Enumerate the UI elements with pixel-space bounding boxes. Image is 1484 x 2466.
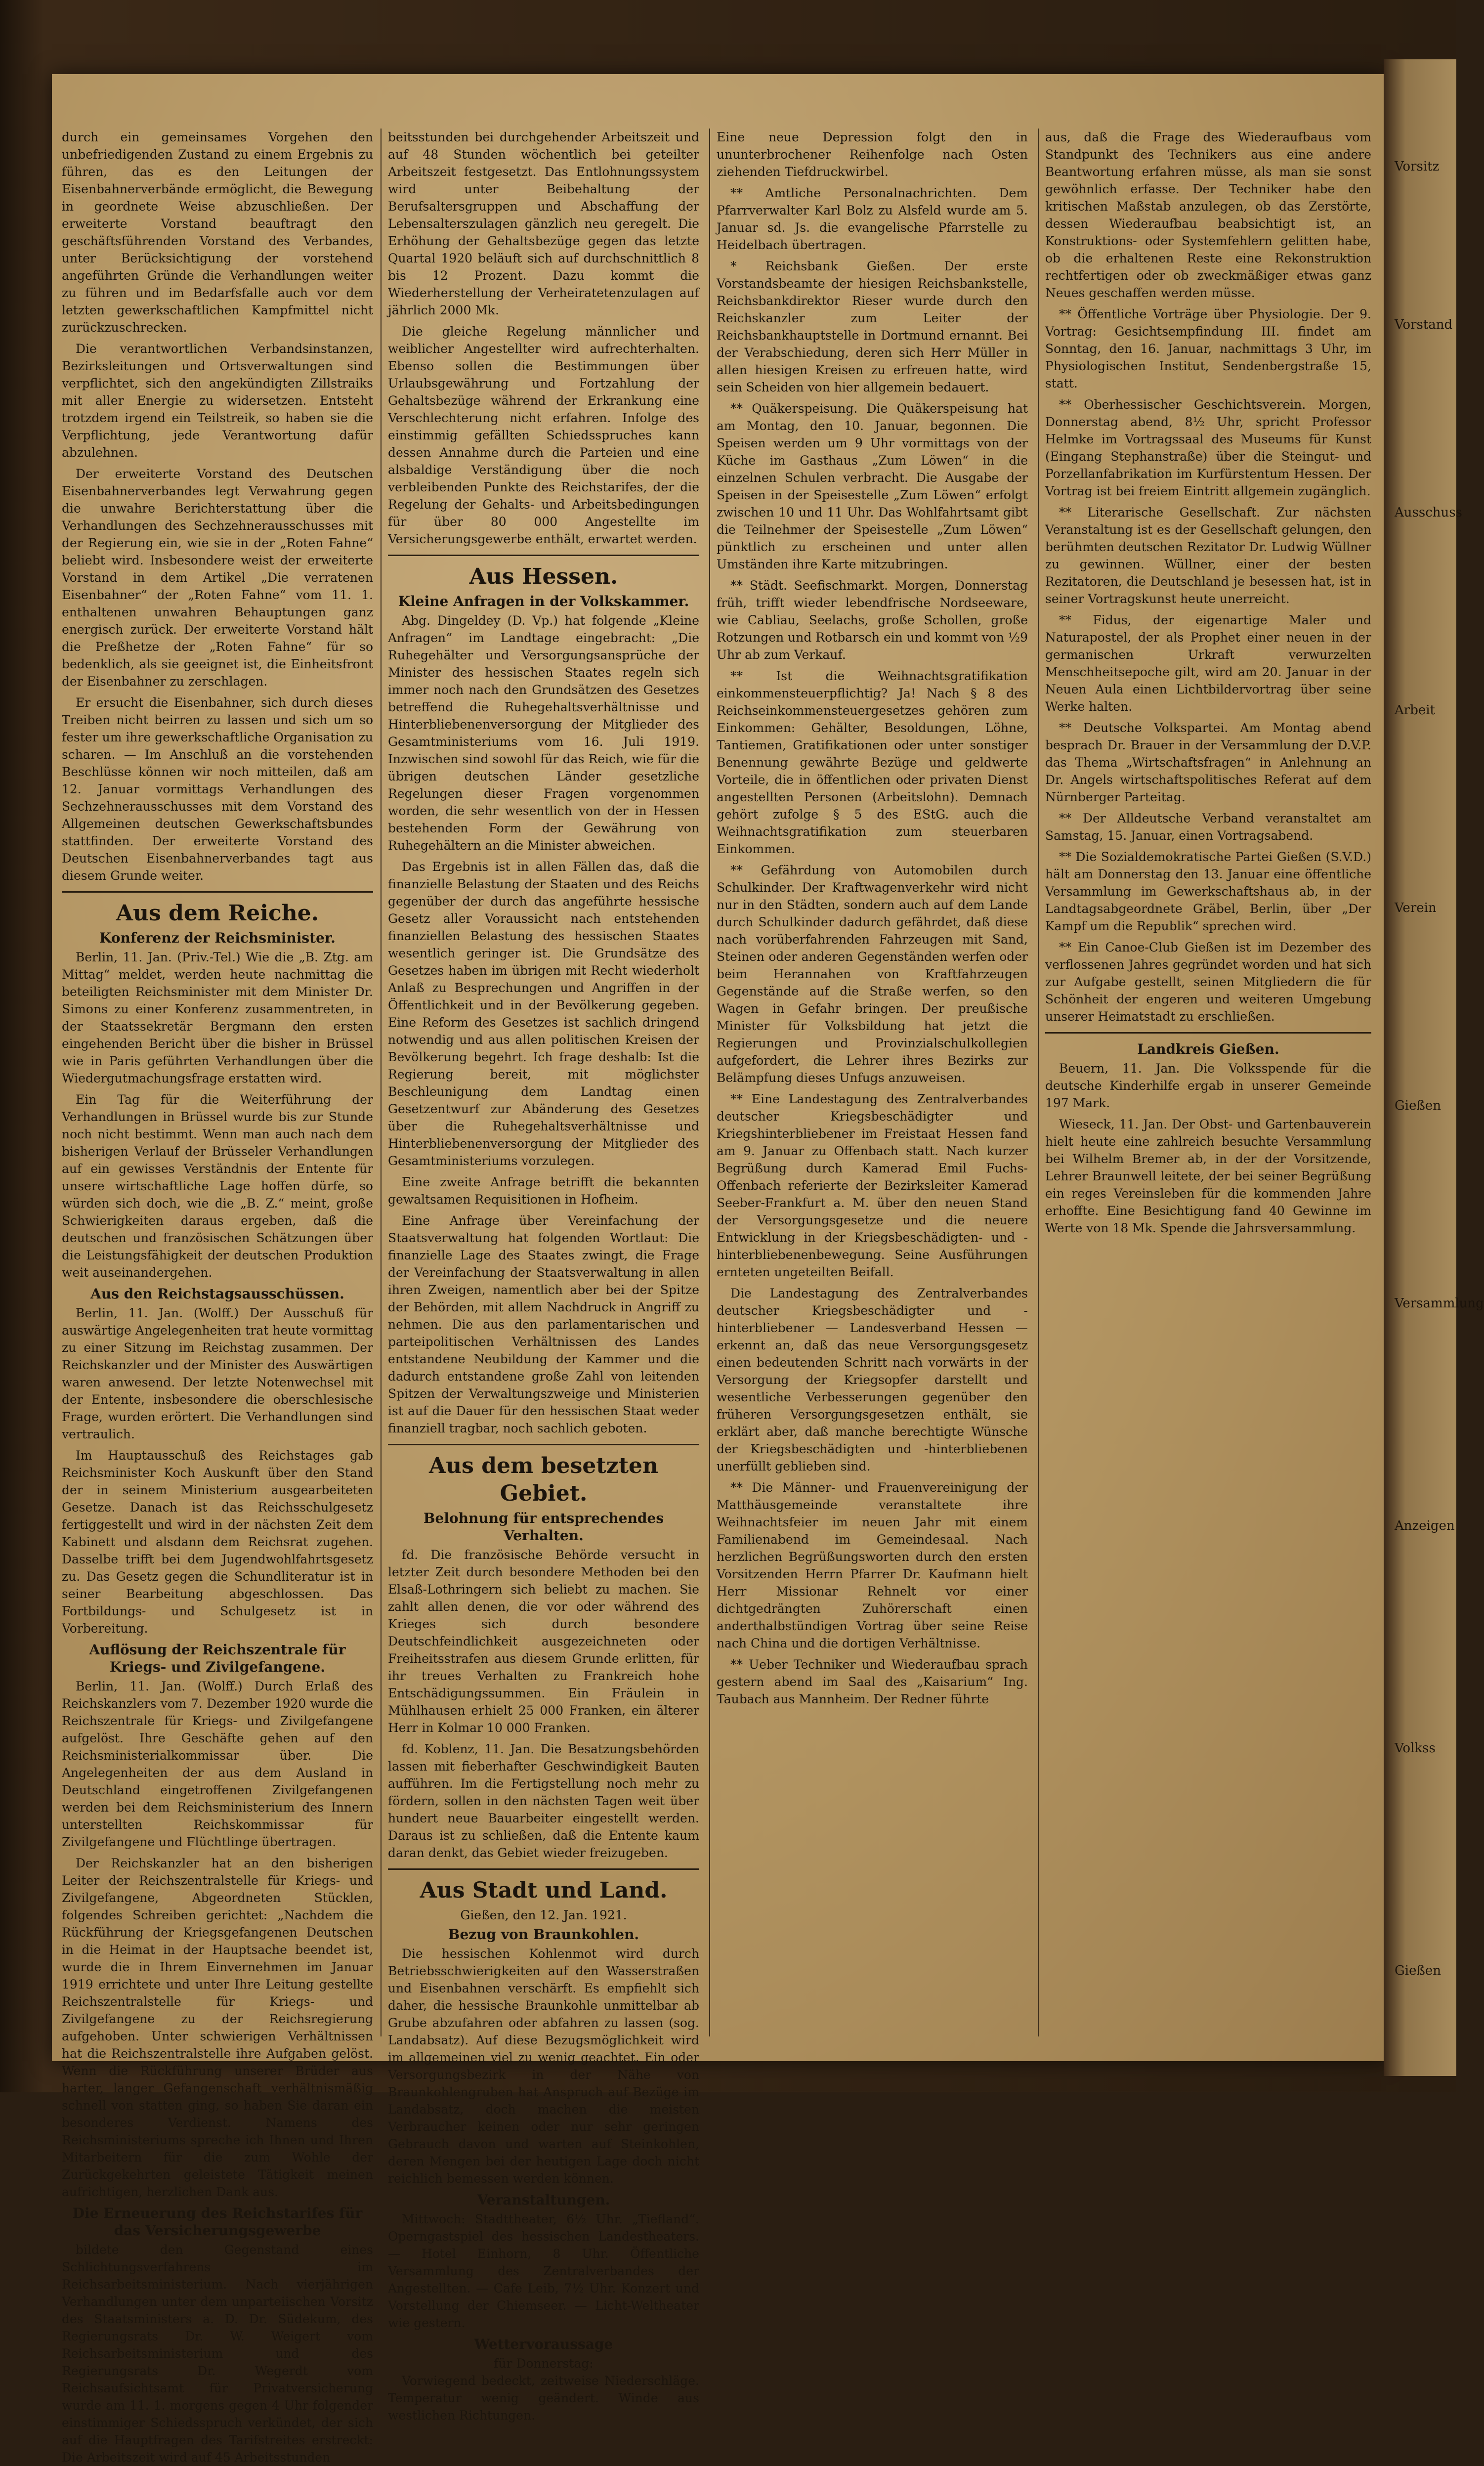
paragraph: Er ersucht die Eisenbahner, sich durch dieses Treiben nicht beirren zu lassen und sich um so fester um ihre gewerkschaftliche Organisation zu scharen. — Im Anschluß an die vorstehenden Beschlüsse können wir noch mitteilen, daß am 12. Januar vormittags Verhandlungen des Sechzehnerausschusses mit dem Vorstand des Allgemeinen deutschen Gewerkschaftsbundes stattfinden. Der erweiterte Vorstand des Deutschen Eisenbahnerverbandes tagt aus diesem Grunde weiter. xyxy=(62,695,373,883)
paragraph: * Reichsbank Gießen. Der erste Vorstandsbeamte der hiesigen Reichsbankstelle, Reichsbankdirektor Rieser wurde durch den Reichskanzler zum Leiter der Reichsbankhauptstelle in Dortmund ernannt. Bei der Verabschiedung, deren sich Herr Müller in allen hiesigen Kreisen zu erfreuen hatte, wird sein Scheiden von hier allgemein bedauert. xyxy=(717,259,1028,394)
section-heading: Aus Hessen. xyxy=(469,564,618,589)
article-headline: Konferenz der Reichsminister. xyxy=(99,930,336,946)
paragraph: aus, daß die Frage des Wiederaufbaus vom Standpunkt des Technikers aus eine andere Beantwortung erfahren müsse, als man sie sonst gewöhnlich erfasse. Der Techniker habe den kritischen Maßstab anzulegen, ob das Zerstörte, dessen Wiederaufbau beabsichtigt ist, an Konstruktions- oder Systemfehlern gelitten habe, ob die erhaltenen Reste eine Rekonstruktion rechtfertigen oder ob zweckmäßiger etwas ganz Neues geschaffen werden müsse. xyxy=(1045,130,1371,300)
article-headline: Wettervoraussage xyxy=(474,2336,613,2352)
section-divider xyxy=(62,891,373,893)
paragraph: Die hessischen Kohlenmot wird durch Betriebsschwierigkeiten auf den Wasserstraßen und Eisenbahnen verschärft. Es empfiehlt sich daher, die hessische Braunkohle unmittelbar ab Grube abzufahren oder abfahren zu lassen (sog. Landabsatz). Auf diese Bezugsmöglichkeit wird im allgemeinen viel zu wenig geachtet. Ein oder Versorgungsbezirk in der Nähe von Braunkohlengruben hat Anspruch auf Bezüge im Landabsatz, doch machen die meisten Verbraucher keinen oder nur sehr geringen Gebrauch davon und warten auf Steinkohlen, deren Mengen bei der heutigen Lage doch nicht reichlich bemessen werden können. xyxy=(388,1947,699,2186)
dateline: Gießen, den 12. Jan. 1921. xyxy=(460,1908,627,1922)
paragraph: ** Fidus, der eigenartige Maler und Naturapostel, der als Prophet einer neuen in der germanischen Urkraft verwurzelten Menschheitsepoche gilt, wird am 20. Januar in der Neuen Aula einen Lichtbildervortrag über seine Werke halten. xyxy=(1045,613,1371,714)
paragraph: ** Ein Canoe-Club Gießen ist im Dezember des verflossenen Jahres gegründet worden und hat sich zur Aufgabe gestellt, seinen Mitgliedern die für Schönheit der engeren und weiteren Umgebung unserer Heimatstadt zu erschließen. xyxy=(1045,940,1371,1024)
adjacent-page-edge xyxy=(1384,59,1484,2076)
paragraph: Im Hauptausschuß des Reichstages gab Reichsminister Koch Auskunft über den Stand der in seinem Ministerium ausgearbeiteten Gesetze. Danach ist das Reichsschulgesetz fertiggestellt und wird in der nächsten Zeit dem Kabinett und alsdann dem Reichsrat zugehen. Dasselbe trifft bei dem Jugendwohlfahrtsgesetz zu. Das Gesetz gegen die Schundliteratur ist in seiner Bearbeitung abgeschlossen. Das Fortbildungs- und Schulgesetz ist in Vorbereitung. xyxy=(62,1448,373,1636)
edge-fragment: Versammlung xyxy=(1395,1296,1484,1311)
section-divider xyxy=(388,555,699,556)
paragraph: Das Ergebnis ist in allen Fällen das, daß die finanzielle Belastung der Staaten und des Reichs gegenüber der durch das angeführte hessische Gesetz aller Voraussicht nach entstehenden finanziellen Belastung des hessischen Staates wesentlich geringer ist. Die Grundsätze des Gesetzes haben im übrigen mit Recht wiederholt Anlaß zu Besprechungen und Angriffen in der Öffentlichkeit und in der Bevölkerung gegeben. Eine Reform des Gesetzes ist sachlich dringend notwendig und aus allen politischen Kreisen der Bevölkerung begehrt. Ich frage deshalb: Ist die Regierung bereit, mit möglichster Beschleunigung dem Landtag einen Gesetzentwurf zur Abänderung des Gesetzes über die Ruhegehaltsverhältnisse und Hinterbliebenenversorgung der Mitglieder des Gesamtministeriums vorzulegen. xyxy=(388,860,699,1168)
paragraph: fd. Die französische Behörde versucht in letzter Zeit durch besondere Methoden bei den Elsaß-Lothringern sich beliebt zu machen. Sie zahlt allen denen, die vor oder während des Krieges sich durch besondere Deutschfeindlichkeit ausgezeichneten oder Freiheitsstrafen aus diesem Grunde erlitten, für ihr treues Verhalten zu Frankreich hohe Entschädigungssummen. Ein Fräulein in Mühlhausen erhielt 25 000 Franken, ein älterer Herr in Kolmar 10 000 Franken. xyxy=(388,1548,699,1735)
paragraph: fd. Koblenz, 11. Jan. Die Besatzungsbehörden lassen mit fieberhafter Geschwindigkeit Bauten aufführen. Im die Fertigstellung noch mehr zu fördern, sollen in den nächsten Tagen weit über hundert neue Bauarbeiter eingestellt werden. Daraus ist zu schließen, daß die Entente kaum daran denkt, das Gebiet wieder freizugeben. xyxy=(388,1742,699,1860)
paragraph: Berlin, 11. Jan. (Wolff.) Durch Erlaß des Reichskanzlers vom 7. Dezember 1920 wurde die Reichszentrale für Kriegs- und Zivilgefangene aufgelöst. Ihre Geschäfte gehen auf den Reichsministerialkommissar über. Die Angelegenheiten der aus dem Ausland in Deutschland eingetroffenen Zivilgefangenen werden bei dem Reichsministerium des Innern unterstellten Reichskommissar für Zivilgefangene und Flüchtlinge übertragen. xyxy=(62,1679,373,1849)
edge-fragment: Volkss xyxy=(1395,1741,1436,1756)
paragraph: Der erweiterte Vorstand des Deutschen Eisenbahnerverbandes legt Verwahrung gegen die unwahre Berichterstattung über die Verhandlungen des Sechzehnerausschusses mit der Regierung ein, wie sie in der „Roten Fahne“ beliebt wird. Insbesondere weist der erweiterte Vorstand in dem Artikel „Die verratenen Eisenbahner“ der „Roten Fahne“ vom 11. 1. enthaltenen unwahren Behauptungen ganz energisch zurück. Der erweiterte Vorstand hält die Preßhetze der „Roten Fahne“ für so bedenklich, als sie geeignet ist, die Einheitsfront der Eisenbahner zu zerschlagen. xyxy=(62,467,373,689)
article-headline: Die Erneuerung des Reichstarifes für das Versicherungsgewerbe xyxy=(72,2205,363,2239)
paragraph: ** Öffentliche Vorträge über Physiologie. Der 9. Vortrag: Gesichtsempfindung III. findet am Sonntag, den 16. Januar, nachmittags 3 Uhr, im Physiologischen Institut, Sendenbergstraße 15, statt. xyxy=(1045,307,1371,390)
paragraph: ** Ist die Weihnachtsgratifikation einkommensteuerpflichtig? Ja! Nach § 8 des Reichseinkommensteuergesetzes gehören zum Einkommen: Gehälter, Besoldungen, Löhne, Tantiemen, Gratifikationen oder unter sonstiger Benennung gewährte Bezüge und geldwerte Vorteile, die in öffentlichen oder privaten Dienst angestellten Personen (Arbeitslohn). Demnach gehört zufolge § 5 des EStG. auch die Weihnachtsgratifikation zum steuerbaren Einkommen. xyxy=(717,669,1028,856)
article-headline: Auflösung der Reichszentrale für Kriegs- und Zivilgefangene. xyxy=(89,1642,346,1675)
paragraph: ** Eine Landestagung des Zentralverbandes deutscher Kriegsbeschädigter und Kriegshinterbliebener im Freistaat Hessen fand am 9. Januar zu Offenbach statt. Nach kurzer Begrüßung durch Kamerad Emil Fuchs-Offenbach referierte der Bezirksleiter Kamerad Seeber-Frankfurt a. M. über den neuen Stand der Versorgungsgesetze und die neuere Entwicklung in der Kriegsbeschädigten- und -hinterbliebenenbewegung. Seine Ausführungen ernteten ungeteilten Beifall. xyxy=(717,1092,1028,1279)
paragraph: Eine neue Depression folgt den in ununterbrochener Reihenfolge nach Osten ziehenden Tiefdruckwirbel. xyxy=(717,130,1028,179)
paragraph: ** Die Sozialdemokratische Partei Gießen (S.V.D.) hält am Donnerstag den 13. Januar eine öffentliche Versammlung im Gewerkschaftshaus ab, in der Landtagsabgeordnete Gräbel, Berlin, über „Der Kampf um die Republik“ sprechen wird. xyxy=(1045,850,1371,933)
paragraph: ** Oberhessischer Geschichtsverein. Morgen, Donnerstag abend, 8½ Uhr, spricht Professor Helmke im Vortragssaal des Museums für Kunst (Eingang Stephanstraße) über die Steingut- und Porzellanfabrikation im Kurfürstentum Hessen. Der Vortrag ist bei freiem Eintritt allgemein zugänglich. xyxy=(1045,397,1371,498)
section-heading: Aus Stadt und Land. xyxy=(420,1878,668,1903)
edge-fragment: Anzeigen xyxy=(1395,1518,1455,1533)
paragraph: beitsstunden bei durchgehender Arbeitszeit und auf 48 Stunden wöchentlich bei geteilter Arbeitszeit festgesetzt. Das Entlohnungssystem wird unter Beibehaltung der Berufsaltersgruppen und Abschaffung der Lebensalterszulagen gänzlich neu geregelt. Die Erhöhung der Gehaltsbezüge gegen das letzte Quartal 1920 beläuft sich auf durchschnittlich 8 bis 12 Prozent. Dazu kommt die Wiederherstellung der Verheiratetenzulagen auf jährlich 2000 Mk. xyxy=(388,130,699,317)
section-divider xyxy=(1045,1032,1371,1034)
paragraph: bildete den Gegenstand eines Schlichtungsverfahrens im Reichsarbeitsministerium. Nach vierjährigen Verhandlungen unter dem unparteiischen Vorsitz des Staatsministers a. D. Dr. Südekum, des Regierungsrats Dr. W. Weigert vom Reichsarbeitsministerium und des Regierungsrats Dr. Wegerdt vom Reichsaufsichtsamt für Privatversicherung wurde am 11. 1. morgens gegen 4 Uhr folgender einstimmiger Schiedsspruch verkündet, der sich auf die Hauptfragen des Tarifstreites erstreckt: Die Arbeitszeit wird auf 45 Arbeitsstunden xyxy=(62,2243,373,2465)
column-3 xyxy=(717,129,1028,2036)
edge-fragment: Gießen xyxy=(1395,1098,1441,1113)
article-headline: Bezug von Braunkohlen. xyxy=(448,1926,639,1943)
article-headline: Belohnung für entsprechendes Verhalten. xyxy=(423,1510,664,1544)
column-2 xyxy=(388,129,699,2423)
paragraph: Eine Anfrage über Vereinfachung der Staatsverwaltung hat folgenden Wortlaut: Die finanzielle Lage des Staates zwingt, die Frage der Vereinfachung der Staatsverwaltung in allen ihren Zweigen, namentlich aber bei der Spitze der Behörden, mit allem Nachdruck in Angriff zu nehmen. Die aus den parlamentarischen und parteipolitischen Verhältnissen des Landes entstandene Neubildung der Kammer und die dadurch entstandene große Zahl von leitenden Spitzen der Verwaltungszweige und Ministerien ist auf die Dauer für den hessischen Staat weder finanziell tragbar, noch sachlich geboten. xyxy=(388,1213,699,1435)
paragraph: Der Reichskanzler hat an den bisherigen Leiter der Reichszentralstelle für Kriegs- und Zivilgefangene, Abgeordneten Stücklen, folgendes Schreiben gerichtet: „Nachdem die Rückführung der Kriegsgefangenen Deutschen in die Heimat in der Hauptsache beendet ist, wurde die in Ihrem Einvernehmen im Januar 1919 errichtete und unter Ihre Leitung gestellte Reichszentralstelle für Kriegs- und Zivilgefangene zu der Reichsregierung aufgehoben. Unter schwierigen Verhältnissen hat die Reichszentralstelle ihre Aufgaben gelöst. Wenn die Rückführung unserer Brüder aus harter, langer Gefangenschaft verhältnismäßig schnell von statten ging, so haben Sie daran ein besonderes Verdienst. Namens des Reichsministeriums spreche ich Ihnen und Ihren Mitarbeitern für die zum Wohle der Zurückgekehrten geleistete Tätigkeit meinen aufrichtigen, herzlichen Dank aus. xyxy=(62,1856,373,2199)
paragraph: ** Amtliche Personalnachrichten. Dem Pfarrverwalter Karl Bolz zu Alsfeld wurde am 5. Januar sd. Js. die evangelische Pfarrstelle zu Heidelbach übertragen. xyxy=(717,186,1028,252)
paragraph: ** Literarische Gesellschaft. Zur nächsten Veranstaltung ist es der Gesellschaft gelungen, den berühmten deutschen Rezitator Dr. Ludwig Wüllner zu gewinnen. Wüllner, einer der besten Rezitatoren, die Deutschland je besessen hat, ist in seiner Vortragskunst heute unerreicht. xyxy=(1045,505,1371,606)
paragraph: Eine zweite Anfrage betrifft die bekannten gewaltsamen Requisitionen in Hofheim. xyxy=(388,1175,699,1207)
column-rule xyxy=(709,129,710,2036)
section-heading: Aus dem Reiche. xyxy=(116,901,319,926)
paragraph: ** Der Alldeutsche Verband veranstaltet am Samstag, 15. Januar, einen Vortragsabend. xyxy=(1045,811,1371,843)
article-headline: Aus den Reichstagsausschüssen. xyxy=(90,1286,344,1302)
article-headline: Veranstaltungen. xyxy=(477,2192,610,2208)
paragraph: Wieseck, 11. Jan. Der Obst- und Gartenbauverein hielt heute eine zahlreich besuchte Versammlung bei Wilhelm Bremer ab, in der der Vorsitzende, Lehrer Braunwell leitete, der bei seiner Begrüßung ein reges Vereinsleben für die kommenden Jahre erhoffte. Eine Besichtigung fand 40 Gewinne im Werte von 18 Mk. Spende die Jahrsversammlung. xyxy=(1045,1117,1371,1235)
section-divider xyxy=(388,1868,699,1870)
edge-fragment: Vorsitz xyxy=(1395,159,1440,174)
section-heading: Landkreis Gießen. xyxy=(1137,1041,1279,1057)
edge-fragment: Verein xyxy=(1395,901,1437,915)
edge-fragment: Gießen xyxy=(1395,1963,1441,1978)
paragraph: durch ein gemeinsames Vorgehen den unbefriedigenden Zustand zu einem Ergebnis zu führen, das es den Leitungen der Eisenbahnerverbände ermöglicht, die Bewegung in geordnete Weise abzuschließen. Der erweiterte Vorstand beauftragt den geschäftsführenden Vorstand des Verbandes, unter Berücksichtigung der vorstehend angeführten Gründe die Verhandlungen weiter zu führen und im Bedarfsfalle auch vor dem letzten gewerkschaftlichen Kampfmittel nicht zurückzuschrecken. xyxy=(62,130,373,335)
column-1 xyxy=(62,129,373,2465)
article-headline: Kleine Anfragen in der Volkskammer. xyxy=(398,593,689,609)
paragraph: Die gleiche Regelung männlicher und weiblicher Angestellter wird aufrechterhalten. Ebenso sollen die Bestimmungen über Urlaubsgewährung und Fortzahlung der Gehaltsbezüge während der Erkrankung eine Verschlechterung nicht erfahren. Infolge des einstimmig gefällten Schiedsspruches kann dessen Annahme durch die Parteien und eine alsbaldige Verständigung über die noch verbleibenden Punkte des Reichstarifes, der die Regelung der Gehalts- und Arbeitsbedingungen für über 80 000 Angestellte im Versicherungsgewerbe enthält, erwartet werden. xyxy=(388,324,699,546)
paragraph: ** Die Männer- und Frauenvereinigung der Matthäusgemeinde veranstaltete ihre Weihnachtsfeier im neuen Jahr mit einem Familienabend im Gemeindesaal. Nach herzlichen Begrüßungsworten durch den ersten Vorsitzenden Herrn Pfarrer Dr. Kaufmann hielt Herr Missionar Rehnelt vor einer dichtgedrängten Zuhörerschaft einen anderthalbstündigen Vortrag über seine Reise nach China und die dortigen Verhältnisse. xyxy=(717,1480,1028,1650)
paragraph: Vorwiegend bedeckt, zeitweise Niederschläge. Temperatur wenig geändert. Winde aus westlichen Richtungen. xyxy=(388,2374,699,2423)
paragraph: ** Ueber Techniker und Wiederaufbau sprach gestern abend im Saal des „Kaisarium“ Ing. Taubach aus Mannheim. Der Redner führte xyxy=(717,1657,1028,1706)
section-heading: Aus dem besetzten Gebiet. xyxy=(429,1453,658,1506)
edge-fragment: Vorstand xyxy=(1395,317,1453,332)
paragraph: Berlin, 11. Jan. (Priv.-Tel.) Wie die „B. Ztg. am Mittag“ meldet, werden heute nachmittag die beteiligten Reichsminister mit dem Minister Dr. Simons zu einer Konferenz zusammentreten, in der Staatssekretär Bergmann den ersten eingehenden Bericht über die bisher in Brüssel wie in Paris geführten Verhandlungen über die Wiedergutmachungsfrage erstatten wird. xyxy=(62,950,373,1085)
subheadline: für Donnerstag: xyxy=(494,2356,594,2371)
paragraph: Berlin, 11. Jan. (Wolff.) Der Ausschuß für auswärtige Angelegenheiten trat heute vormittag zu einer Sitzung im Reichstag zusammen. Der Reichskanzler und der Minister des Auswärtigen waren anwesend. Der letzte Notenwechsel mit der Entente, insbesondere die oberschlesische Frage, wurden erörtert. Die Verhandlungen sind vertraulich. xyxy=(62,1306,373,1441)
paragraph: ** Gefährdung von Automobilen durch Schulkinder. Der Kraftwagenverkehr wird nicht nur in den Städten, sondern auch auf dem Lande durch Schulkinder dadurch gefährdet, daß diese nach vorüberfahrenden Fahrzeugen mit Sand, Steinen oder anderen Gegenständen werfen oder beim Herannahen von Kraftfahrzeugen Gegenstände auf die Straße werfen, so den Wagen in Gefahr bringen. Der preußische Minister für Volksbildung hat jetzt die Regierungen und Provinzialschulkollegien aufgefordert, die Lehrer ihres Bezirks zur Belämpfung dieses Unfugs anzuweisen. xyxy=(717,863,1028,1085)
paragraph: Die Landestagung des Zentralverbandes deutscher Kriegsbeschädigter und -hinterbliebener — Landesverband Hessen — erkennt an, daß das neue Versorgungsgesetz einen bedeutenden Schritt nach vorwärts in der Versorgung der Kriegsopfer darstellt und wesentliche Verbesserungen gegenüber den früheren Versorgungsgesetzen enthält, sie erklärt aber, daß manche berechtigte Wünsche der Kriegsbeschädigten und -hinterbliebenen unerfüllt geblieben sind. xyxy=(717,1286,1028,1473)
section-divider xyxy=(388,1444,699,1445)
paragraph: Ein Tag für die Weiterführung der Verhandlungen in Brüssel wurde bis zur Stunde noch nicht bestimmt. Wenn man auch nach dem bisherigen Verlauf der Brüsseler Verhandlungen auf ein gewisses Verständnis der Entente für unsere wirtschaftliche Lage hoffen dürfe, so würden sich doch, wie die „B. Z.“ meint, große Schwierigkeiten daraus ergeben, daß die deutschen und französischen Schätzungen über die Leistungsfähigkeit der deutschen Produktion weit auseinandergehen. xyxy=(62,1092,373,1280)
paragraph: Beuern, 11. Jan. Die Volksspende für die deutsche Kinderhilfe ergab in unserer Gemeinde 197 Mark. xyxy=(1045,1061,1371,1110)
edge-fragment: Ausschuss xyxy=(1395,505,1462,520)
paragraph: ** Deutsche Volkspartei. Am Montag abend besprach Dr. Brauer in der Versammlung der D.V.P. das Thema „Wirtschaftsfragen“ in Anlehnung an Dr. Angels wirtschaftspolitisches Referat auf dem Nürnberger Parteitag. xyxy=(1045,721,1371,804)
paragraph: ** Städt. Seefischmarkt. Morgen, Donnerstag früh, trifft wieder lebendfrische Nordseeware, wie Cabliau, Seelachs, große Schollen, große Rotzungen und Rotbarsch ein und kommt von ½9 Uhr ab zum Verkauf. xyxy=(717,578,1028,662)
paragraph: Mittwoch: Stadttheater, 6½ Uhr. „Tiefland“. Operngastspiel des hessischen Landestheaters. — Hotel Einhorn, 8 Uhr. Öffentliche Versammlung des Zentralverbandes der Angestellten. — Cafe Leib, 7½ Uhr. Konzert und Vorstellung der Chiemseer. — Licht-Weltheater wie gestern. xyxy=(388,2212,699,2330)
paragraph: Abg. Dingeldey (D. Vp.) hat folgende „Kleine Anfragen“ im Landtage eingebracht: „Die Ruhegehälter und Versorgungsansprüche der Minister des hessischen Staates regeln sich immer noch nach den Grundsätzen des Gesetzes betreffend die Ruhegehaltsverhältnisse und Hinterbliebenenversorgung der Mitglieder des Gesamtministeriums vom 16. Juli 1919. Inzwischen sind sowohl für das Reich, wie für die übrigen deutschen Länder gesetzliche Regelungen dieser Fragen vorgenommen worden, die sehr wesentlich von der in Hessen bestehenden Form der Gewährung von Ruhegehältern an die Minister abweichen. xyxy=(388,613,699,853)
column-rule xyxy=(1038,129,1039,2036)
column-rule xyxy=(381,129,382,2036)
edge-fragment: Arbeit xyxy=(1395,703,1435,718)
column-4 xyxy=(1045,129,1371,2036)
paragraph: ** Quäkerspeisung. Die Quäkerspeisung hat am Montag, den 10. Januar, begonnen. Die Speisen werden um 9 Uhr vormittags von der Küche im Gasthaus „Zum Löwen“ in die einzelnen Schulen verbracht. Die Ausgabe der Speisen in der Speisestelle „Zum Löwen“ erfolgt zwischen 10 und 11 Uhr. Das Wohlfahrtsamt gibt die Teilnehmer der Speisestelle „Zum Löwen“ pünktlich zu erscheinen und unter allen Umständen ihre Karte mitzubringen. xyxy=(717,401,1028,571)
paragraph: Die verantwortlichen Verbandsinstanzen, Bezirksleitungen und Ortsverwaltungen sind verpflichtet, sich den angekündigten Zillstraiks mit aller Energie zu widersetzen. Entsteht trotzdem irgend ein Teilstreik, so haben sie die Verpflichtung, jede Verantwortung dafür abzulehnen. xyxy=(62,342,373,460)
newspaper-page xyxy=(52,74,1386,2465)
